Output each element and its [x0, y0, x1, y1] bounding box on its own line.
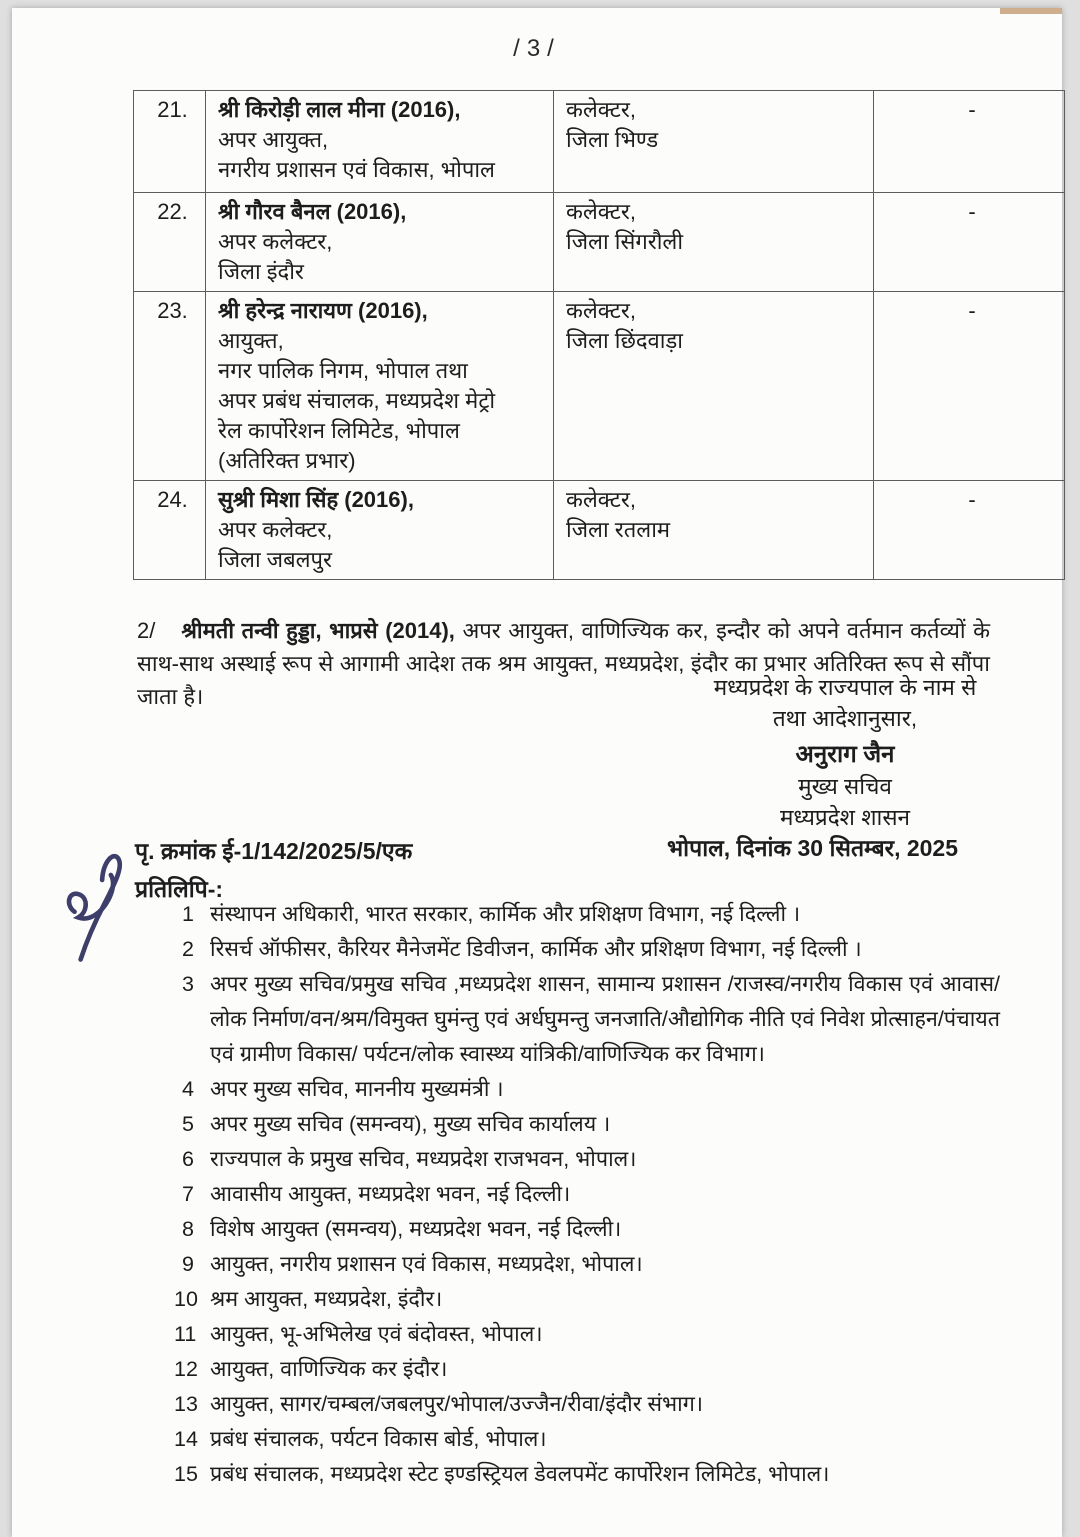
officer-transfer-table — [133, 90, 1065, 580]
item-number: 3 — [182, 972, 194, 996]
list-item — [170, 1142, 1000, 1177]
list-item — [170, 1177, 1000, 1212]
officer-department: नगर पालिक निगम, भोपाल तथा — [218, 358, 468, 383]
new-district: जिला भिण्ड — [566, 127, 659, 152]
officer-department: अपर प्रबंध संचालक, मध्यप्रदेश मेट्रो — [218, 388, 496, 413]
item-number: 11 — [174, 1322, 197, 1346]
place-and-date: भोपाल, दिनांक 30 सितम्बर, 2025 — [667, 835, 959, 861]
new-post: कलेक्टर, — [566, 97, 637, 122]
paragraph-number: 2/ — [137, 618, 156, 643]
endorsement-number: पृ. क्रमांक ई-1/142/2025/5/एक — [135, 838, 413, 864]
item-number: 1 — [182, 902, 194, 926]
officer-name: श्री गौरव बैनल (2016), — [218, 199, 407, 224]
item-text: अपर मुख्य सचिव/प्रमुख सचिव ,मध्यप्रदेश शासन, सामान्य प्रशासन /राजस्व/नगरीय विकास एवं आवास/लोक निर्माण/वन/श्रम/विमुक्त घुमंन्तु एवं अर्धघुमन्तु जनजाति/औद्योगिक नीति एवं निवेश प्रोत्साहन/पंचायत एवं ग्रामीण विकास/ पर्यटन/लोक स्वास्थ्य यांत्रिकी/वाणिज्यिक कर विभाग। — [210, 972, 1000, 1066]
scan-edge-artifact — [1000, 8, 1062, 14]
signature-block — [645, 672, 1045, 833]
list-item — [170, 1422, 1000, 1457]
remark-cell: - — [874, 292, 1065, 481]
item-text: आवासीय आयुक्त, मध्यप्रदेश भवन, नई दिल्ली। — [210, 1182, 571, 1206]
item-text: अपर मुख्य सचिव (समन्वय), मुख्य सचिव कार्यालय । — [210, 1112, 611, 1136]
item-text: प्रबंध संचालक, मध्यप्रदेश स्टेट इण्डस्ट्रियल डेवलपमेंट कार्पोरेशन लिमिटेड, भोपाल। — [210, 1462, 830, 1486]
posting-cell — [554, 193, 874, 292]
page-number: /3/ — [513, 35, 561, 62]
list-item — [170, 1247, 1000, 1282]
remark-cell: - — [874, 91, 1065, 193]
list-item — [170, 1387, 1000, 1422]
by-order-line: तथा आदेशानुसार, — [772, 706, 918, 731]
new-district: जिला सिंगरौली — [566, 229, 684, 254]
officer-designation: अपर कलेक्टर, — [218, 229, 333, 254]
item-number: 5 — [182, 1112, 194, 1136]
item-number: 14 — [174, 1427, 198, 1451]
name-cell — [206, 91, 554, 193]
list-item — [170, 1317, 1000, 1352]
item-number: 10 — [174, 1287, 198, 1311]
new-district: जिला छिंदवाड़ा — [566, 328, 683, 353]
officer-department: जिला जबलपुर — [218, 547, 333, 572]
item-text: संस्थापन अधिकारी, भारत सरकार, कार्मिक और प्रशिक्षण विभाग, नई दिल्ली । — [210, 902, 801, 926]
table-row — [134, 481, 1065, 580]
by-order-line: मध्यप्रदेश के राज्यपाल के नाम से — [713, 675, 977, 700]
item-number: 13 — [174, 1392, 198, 1416]
list-item — [170, 1282, 1000, 1317]
item-number: 8 — [182, 1217, 194, 1241]
officer-name: श्री हरेन्द्र नारायण (2016), — [218, 298, 428, 323]
officer-department: रेल कार्पोरेशन लिमिटेड, भोपाल — [218, 418, 460, 443]
posting-cell — [554, 91, 874, 193]
list-item — [170, 1457, 1000, 1492]
distribution-list — [170, 897, 1000, 1492]
item-number: 12 — [174, 1357, 198, 1381]
item-number: 6 — [182, 1147, 194, 1171]
copy-to-label: प्रतिलिपि-: — [135, 876, 224, 902]
table-row — [134, 292, 1065, 481]
document-page — [12, 8, 1062, 1537]
officer-name-inline: श्रीमती तन्वी हुड्डा, भाप्रसे (2014), — [181, 618, 455, 643]
item-text: प्रबंध संचालक, पर्यटन विकास बोर्ड, भोपाल। — [210, 1427, 547, 1451]
table-row — [134, 193, 1065, 292]
officer-name: श्री किरोड़ी लाल मीना (2016), — [218, 97, 461, 122]
item-text: आयुक्त, वाणिज्यिक कर इंदौर। — [210, 1357, 448, 1381]
name-cell — [206, 193, 554, 292]
list-item — [170, 932, 1000, 967]
serial-cell: 22. — [134, 193, 206, 292]
item-number: 7 — [182, 1182, 194, 1206]
signatory-organization: मध्यप्रदेश शासन — [779, 805, 911, 830]
item-text: रिसर्च ऑफीसर, कैरियर मैनेजमेंट डिवीजन, कार्मिक और प्रशिक्षण विभाग, नई दिल्ली । — [210, 937, 862, 961]
signatory-name: अनुराग जैन — [795, 741, 895, 768]
item-number: 4 — [182, 1077, 194, 1101]
list-item — [170, 967, 1000, 1072]
list-item — [170, 1352, 1000, 1387]
officer-designation: आयुक्त, — [218, 328, 284, 353]
officer-designation: अपर आयुक्त, — [218, 127, 329, 152]
serial-cell: 23. — [134, 292, 206, 481]
item-text: आयुक्त, सागर/चम्बल/जबलपुर/भोपाल/उज्जैन/रीवा/इंदौर संभाग। — [210, 1392, 703, 1416]
posting-cell — [554, 481, 874, 580]
officer-department: नगरीय प्रशासन एवं विकास, भोपाल — [218, 157, 495, 182]
item-number: 2 — [182, 937, 194, 961]
item-number: 9 — [182, 1252, 194, 1276]
officer-department: (अतिरिक्त प्रभार) — [218, 448, 356, 473]
name-cell — [206, 292, 554, 481]
signatory-designation: मुख्य सचिव — [798, 774, 892, 799]
list-item — [170, 897, 1000, 932]
list-item — [170, 1212, 1000, 1247]
table-row — [134, 91, 1065, 193]
item-number: 15 — [174, 1462, 198, 1486]
new-post: कलेक्टर, — [566, 487, 637, 512]
item-text: आयुक्त, नगरीय प्रशासन एवं विकास, मध्यप्रदेश, भोपाल। — [210, 1252, 643, 1276]
serial-cell: 24. — [134, 481, 206, 580]
officer-designation: अपर कलेक्टर, — [218, 517, 333, 542]
list-item — [170, 1072, 1000, 1107]
serial-cell: 21. — [134, 91, 206, 193]
list-item — [170, 1107, 1000, 1142]
item-text: श्रम आयुक्त, मध्यप्रदेश, इंदौर। — [210, 1287, 443, 1311]
paragraph-text: अपर आयुक्त, वाणिज्यिक कर, इन्दौर को अपने वर्तमान कर्तव्यों के साथ-साथ अस्थाई रूप से आगामी आदेश तक श्रम आयुक्त, मध्यप्रदेश, इंदौर का प्रभार अतिरिक्त रूप से सौंपा जाता है। — [137, 618, 990, 709]
remark-cell: - — [874, 193, 1065, 292]
handwritten-initials-mark — [54, 843, 139, 978]
posting-cell — [554, 292, 874, 481]
remark-cell: - — [874, 481, 1065, 580]
item-text: विशेष आयुक्त (समन्वय), मध्यप्रदेश भवन, नई दिल्ली। — [210, 1217, 622, 1241]
new-post: कलेक्टर, — [566, 199, 637, 224]
new-post: कलेक्टर, — [566, 298, 637, 323]
new-district: जिला रतलाम — [566, 517, 671, 542]
name-cell — [206, 481, 554, 580]
item-text: राज्यपाल के प्रमुख सचिव, मध्यप्रदेश राजभवन, भोपाल। — [210, 1147, 637, 1171]
item-text: अपर मुख्य सचिव, माननीय मुख्यमंत्री । — [210, 1077, 504, 1101]
officer-name: सुश्री मिशा सिंह (2016), — [218, 487, 414, 512]
officer-department: जिला इंदौर — [218, 259, 304, 284]
item-text: आयुक्त, भू-अभिलेख एवं बंदोवस्त, भोपाल। — [210, 1322, 543, 1346]
